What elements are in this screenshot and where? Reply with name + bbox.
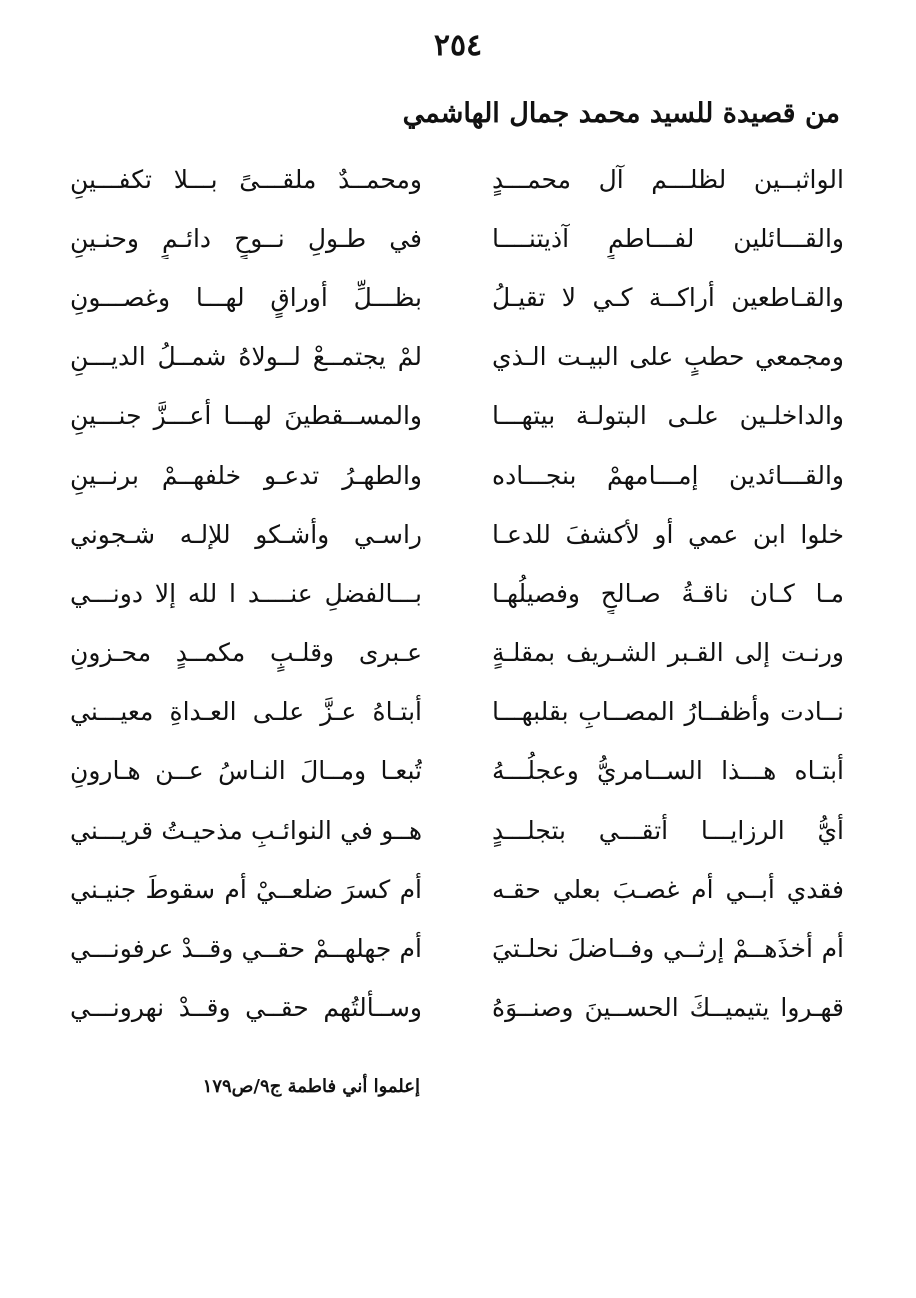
verse-second-hemistich: عـبرى وقلـبٍ مكمــدٍ محـزونِ <box>70 638 422 668</box>
verse-first-hemistich: والقـــائلين لفـــاطمٍ آذيتنــــا <box>492 223 844 253</box>
verse-second-hemistich: أم كسرَ ضلعــيْ أم سقوطَ جنيـني <box>70 874 422 904</box>
verse-first-hemistich: ورنـت إلى القـبر الشـريف بمقلـةٍ <box>492 638 844 668</box>
verse-first-hemistich: نــادت وأظفــارُ المصــابِ بقلبهـــا <box>492 697 844 727</box>
verse-line <box>70 387 844 446</box>
verse-line <box>70 801 844 860</box>
verse-line <box>70 328 844 387</box>
verse-first-hemistich: ومجمعي حطبٍ على البيـت الـذي <box>492 342 844 372</box>
verse-second-hemistich: والطهـرُ تدعـو خلفهــمْ برنــينِ <box>70 460 422 490</box>
verse-second-hemistich: هــو في النوائـبِ مذحيـتُ قريـــني <box>70 815 422 845</box>
verse-line <box>70 624 844 683</box>
page-number: ٢٥٤ <box>433 28 483 63</box>
verse-first-hemistich: أيُّ الرزايـــا أتقـــي بتجلـــدٍ <box>492 815 844 845</box>
verse-first-hemistich: والقـــائدين إمـــامهمْ بنجـــاده <box>492 460 844 490</box>
verse-first-hemistich: والداخلـين علـى البتولـة بيتهـــا <box>492 401 844 431</box>
verse-first-hemistich: خلوا ابن عمي أو لأكشفَ للدعـا <box>492 519 844 549</box>
verse-first-hemistich: أم أخذَهــمْ إرثــي وفــاضلَ نحلـتيَ <box>492 934 844 964</box>
verse-second-hemistich: وســألتُهم حقــي وقــدْ نهرونـــي <box>70 993 422 1023</box>
verse-second-hemistich: أم جهلهــمْ حقــي وقــدْ عرفونـــي <box>70 934 422 964</box>
verse-line <box>70 505 844 564</box>
verse-first-hemistich: مـا كـان ناقـةُ صـالحٍ وفصيلُهـا <box>492 578 844 608</box>
poem-title: من قصيدة للسيد محمد جمال الهاشمي <box>402 98 840 129</box>
verse-second-hemistich: بظـــلِّ أوراقٍ لهـــا وغصـــونِ <box>70 282 422 312</box>
verse-line <box>70 268 844 327</box>
verse-first-hemistich: والقـاطعين أراكــة كـي لا تقيـلُ <box>492 282 844 312</box>
verse-second-hemistich: تُبعـا ومــالَ النـاسُ عــن هـارونِ <box>70 756 422 786</box>
verse-first-hemistich: الواثبــين لظلـــم آل محمـــدٍ <box>492 164 844 194</box>
verse-second-hemistich: في طـولِ نــوحٍ دائـمٍ وحنـينِ <box>70 223 422 253</box>
verse-second-hemistich: راسـي وأشـكو للإلـه شـجوني <box>70 519 422 549</box>
source-citation: إعلموا أني فاطمة ج٩/ص١٧٩ <box>202 1076 420 1097</box>
verse-line <box>70 683 844 742</box>
verse-line <box>70 564 844 623</box>
verse-first-hemistich: أبتـاه هـــذا الســامريُّ وعجلُـــهُ <box>492 756 844 786</box>
verse-second-hemistich: والمســقطينَ لهـــا أعـــزَّ جنـــينِ <box>70 401 422 431</box>
verse-line <box>70 919 844 978</box>
verse-line <box>70 446 844 505</box>
verse-line <box>70 742 844 801</box>
verse-second-hemistich: ومحمــدٌ ملقـــىً بـــلا تكفـــينِ <box>70 164 422 194</box>
verse-line <box>70 150 844 209</box>
verse-first-hemistich: قهـروا يتيميــكَ الحســينَ وصنــوَهُ <box>492 993 844 1023</box>
poem-body <box>70 150 844 1038</box>
verse-second-hemistich: بـــالفضلِ عنــــد ا لله إلا دونـــي <box>70 578 422 608</box>
verse-line <box>70 209 844 268</box>
verse-first-hemistich: فقدي أبــي أم غصـبَ بعلي حقـه <box>492 874 844 904</box>
verse-second-hemistich: لمْ يجتمــعْ لــولاهُ شمــلُ الديـــنِ <box>70 342 422 372</box>
verse-line <box>70 860 844 919</box>
verse-second-hemistich: أبتـاهُ عـزَّ علـى العـداةِ معيـــني <box>70 697 422 727</box>
verse-line <box>70 979 844 1038</box>
